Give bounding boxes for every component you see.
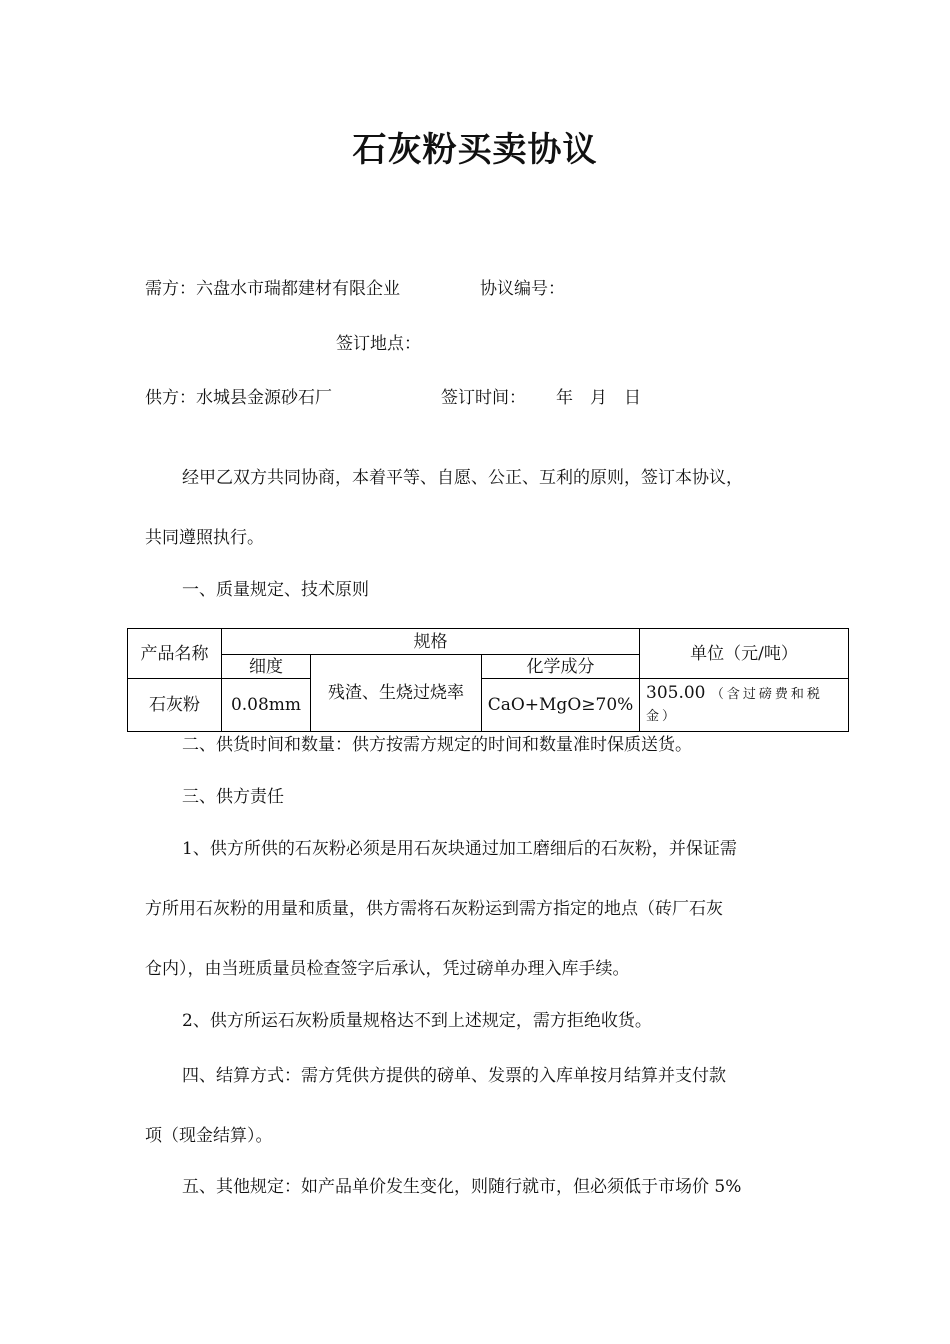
intro-line-2: 共同遵照执行。 (145, 528, 264, 548)
header-product-name: 产品名称 (128, 629, 222, 679)
intro-line-1: 经甲乙双方共同协商，本着平等、自愿、公正、互利的原则，签订本协议， (182, 468, 743, 488)
header-fineness: 细度 (222, 655, 311, 679)
sign-time-label: 签订时间： (441, 388, 526, 408)
contract-number-label: 协议编号： (480, 279, 565, 299)
price-note-1: （含过磅费和税 (710, 687, 823, 702)
item-2-text: 2、供方所运石灰粉质量规格达不到上述规定，需方拒绝收货。 (182, 1011, 652, 1031)
section-2-text: 二、供货时间和数量：供方按需方规定的时间和数量准时保质送货。 (182, 735, 692, 755)
item-1-line-3: 仓内），由当班质量员检查签字后承认，凭过磅单办理入库手续。 (145, 959, 630, 979)
item-1-line-1: 1、供方所供的石灰粉必须是用石灰块通过加工磨细后的石灰粉，并保证需 (182, 839, 737, 859)
supplier-line: 供方：水城县金源砂石厂 (145, 388, 332, 408)
sign-day: 日 (624, 388, 641, 408)
header-chemical-composition: 化学成分 (482, 655, 640, 679)
sign-year: 年 (556, 388, 573, 408)
price-note-2: 金） (646, 709, 679, 724)
sign-place-label: 签订地点： (336, 334, 421, 354)
document-title: 石灰粉买卖协议 (352, 130, 598, 170)
header-spec: 规格 (222, 629, 640, 655)
section-4-line-2: 项（现金结算）。 (145, 1126, 273, 1146)
section-4-line-1: 四、结算方式：需方凭供方提供的磅单、发票的入库单按月结算并支付款 (182, 1066, 726, 1086)
section-5-text: 五、其他规定：如产品单价发生变化，则随行就市，但必须低于市场价 5% (182, 1177, 742, 1197)
cell-price (640, 679, 849, 732)
buyer-line: 需方：六盘水市瑞都建材有限企业 (145, 279, 400, 299)
section-1-heading: 一、质量规定、技术原则 (182, 580, 369, 600)
item-1-line-2: 方所用石灰粉的用量和质量，供方需将石灰粉运到需方指定的地点（砖厂石灰 (145, 899, 723, 919)
section-3-heading: 三、供方责任 (182, 787, 284, 807)
price-value: 305.00 (646, 683, 706, 703)
cell-fineness: 0.08mm (222, 679, 311, 732)
sign-month: 月 (590, 388, 607, 408)
cell-product: 石灰粉 (128, 679, 222, 732)
quality-spec-table (127, 628, 849, 732)
cell-chemical: CaO+MgO≥70% (482, 679, 640, 732)
header-residue-rate: 残渣、生烧过烧率 (311, 655, 482, 732)
header-unit-price: 单位（元/吨） (640, 629, 849, 679)
